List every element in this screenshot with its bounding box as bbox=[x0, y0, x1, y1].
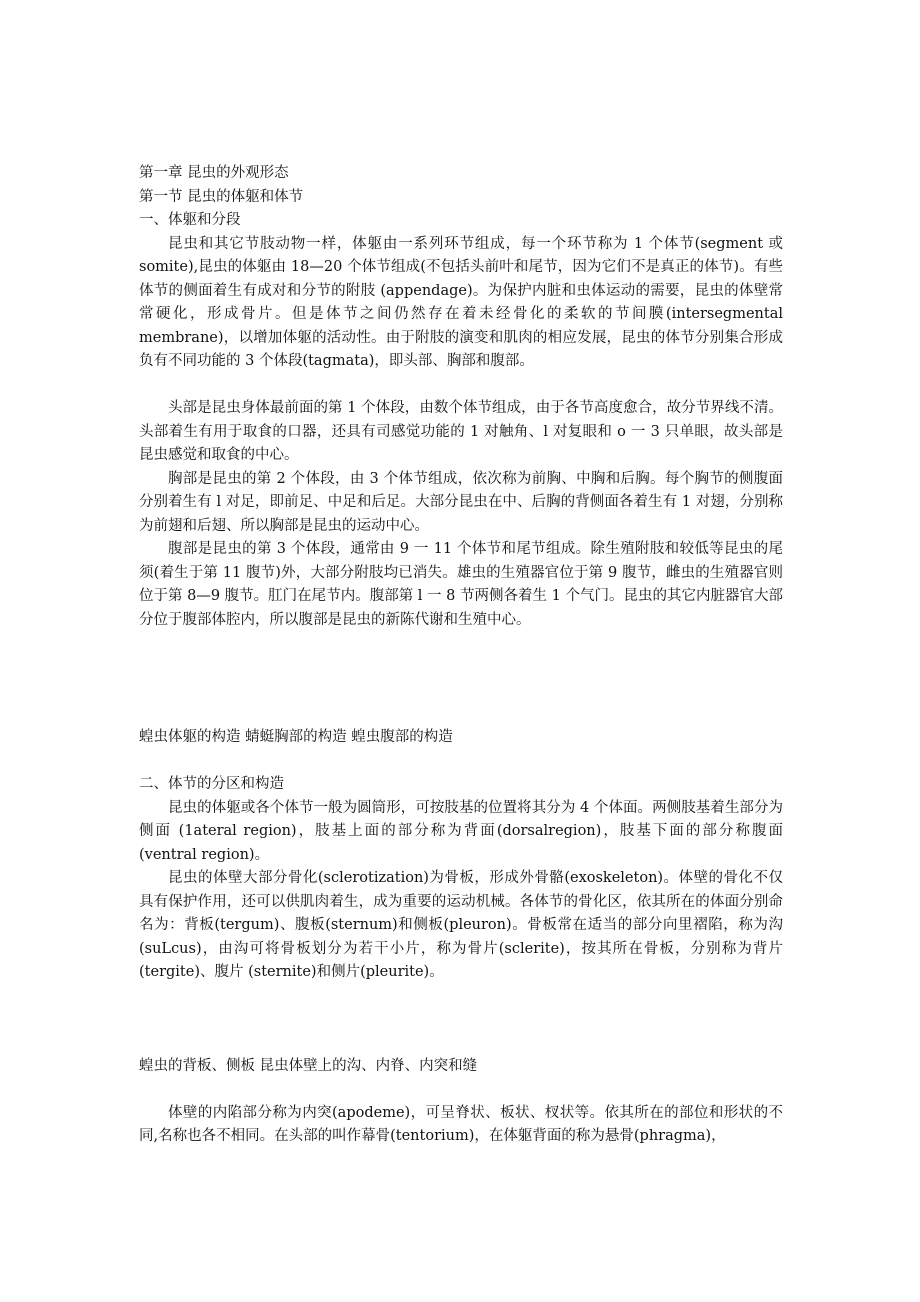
subsection-title-segment-regions: 二、体节的分区和构造 bbox=[139, 776, 284, 792]
document-body bbox=[139, 162, 783, 1149]
paragraph-abdomen: 腹部是昆虫的第 3 个体段，通常由 9 一 11 个体节和尾节组成。除生殖附肢和较低等昆虫的尾须(着生于第 11 腹节)外，大部分附肢均已消失。雄虫的生殖器官位于第 9 腹节，雌虫的生殖器官则位于第 8—9 腹节。肛门在尾节内。腹部第 l 一 8 节两侧各着生 1 个气门。昆虫的其它内脏器官大部分位于腹部体腔内，所以腹部是昆虫的新陈代谢和生殖中心。 bbox=[139, 541, 783, 628]
paragraph-apodeme: 体壁的内陷部分称为内突(apodeme)，可呈脊状、板状、杈状等。依其所在的部位和形状的不同,名称也各不相同。在头部的叫作幕骨(tentorium)，在体躯背面的称为悬骨(phragma)， bbox=[139, 1104, 783, 1144]
spacer bbox=[139, 750, 783, 774]
spacer bbox=[139, 985, 783, 1055]
subsection-title-body-segments: 一、体躯和分段 bbox=[139, 212, 241, 228]
paragraph-sclerotization: 昆虫的体壁大部分骨化(sclerotization)为骨板，形成外骨骼(exoskeleton)。体壁的骨化不仅具有保护作用，还可以供肌肉着生，成为重要的运动机械。各体节的骨化区，依其所在的体面分别命名为：背板(tergum)、腹板(sternum)和侧板(pleuron)。骨板常在适当的部分向里褶陷，称为沟(suLcus)，由沟可将骨板划分为若干小片，称为骨片(sclerite)，按其所在骨板，分别称为背片(tergite)、腹片 (sternite)和侧片(pleurite)。 bbox=[139, 870, 783, 980]
paragraph-body-overview: 昆虫和其它节肢动物一样，体躯由一系列环节组成，每一个环节称为 1 个体节(segment 或 somite),昆虫的体躯由 18—20 个体节组成(不包括头前叶和尾节，因为它们不是真正的体节)。有些体节的侧面着生有成对和分节的附肢 (appendage)。为保护内脏和虫体运动的需要，昆虫的体壁常常硬化，形成骨片。但是体节之间仍然存在着未经骨化的柔软的节间膜(intersegmental membrane)，以增加体躯的活动性。由于附肢的演变和肌肉的相应发展，昆虫的体节分别集合形成负有不同功能的 3 个体段(tagmata)，即头部、胸部和腹部。 bbox=[139, 235, 783, 369]
paragraph-body-surfaces: 昆虫的体躯或各个体节一般为圆筒形，可按肢基的位置将其分为 4 个体面。两侧肢基着生部分为侧面 (1ateral region)，肢基上面的部分称为背面(dorsalregion)，肢基下面的部分称腹面 (ventral region)。 bbox=[139, 799, 783, 863]
spacer bbox=[139, 1078, 783, 1102]
paragraph-head: 头部是昆虫身体最前面的第 1 个体段，由数个体节组成，由于各节高度愈合，故分节界线不清。头部着生有用于取食的口器，还具有司感觉功能的 1 对触角、l 对复眼和 o 一 3 只单眼，故头部是昆虫感觉和取食的中心。 bbox=[139, 400, 783, 463]
spacer bbox=[139, 632, 783, 726]
spacer bbox=[139, 374, 783, 398]
paragraph-thorax: 胸部是昆虫的第 2 个体段，由 3 个体节组成，依次称为前胸、中胸和后胸。每个胸节的侧腹面分别着生有 l 对足，即前足、中足和后足。大部分昆虫在中、后胸的背侧面各着生有 1 对翅，分别称为前翅和后翅、所以胸部是昆虫的运动中心。 bbox=[139, 470, 783, 534]
figure-caption-body-structure: 蝗虫体躯的构造 蜻蜓胸部的构造 蝗虫腹部的构造 bbox=[139, 729, 453, 745]
figure-caption-plates: 蝗虫的背板、侧板 昆虫体壁上的沟、内脊、内突和缝 bbox=[139, 1057, 478, 1074]
section-title: 第一节 昆虫的体躯和体节 bbox=[139, 188, 304, 205]
chapter-title: 第一章 昆虫的外观形态 bbox=[139, 165, 289, 181]
